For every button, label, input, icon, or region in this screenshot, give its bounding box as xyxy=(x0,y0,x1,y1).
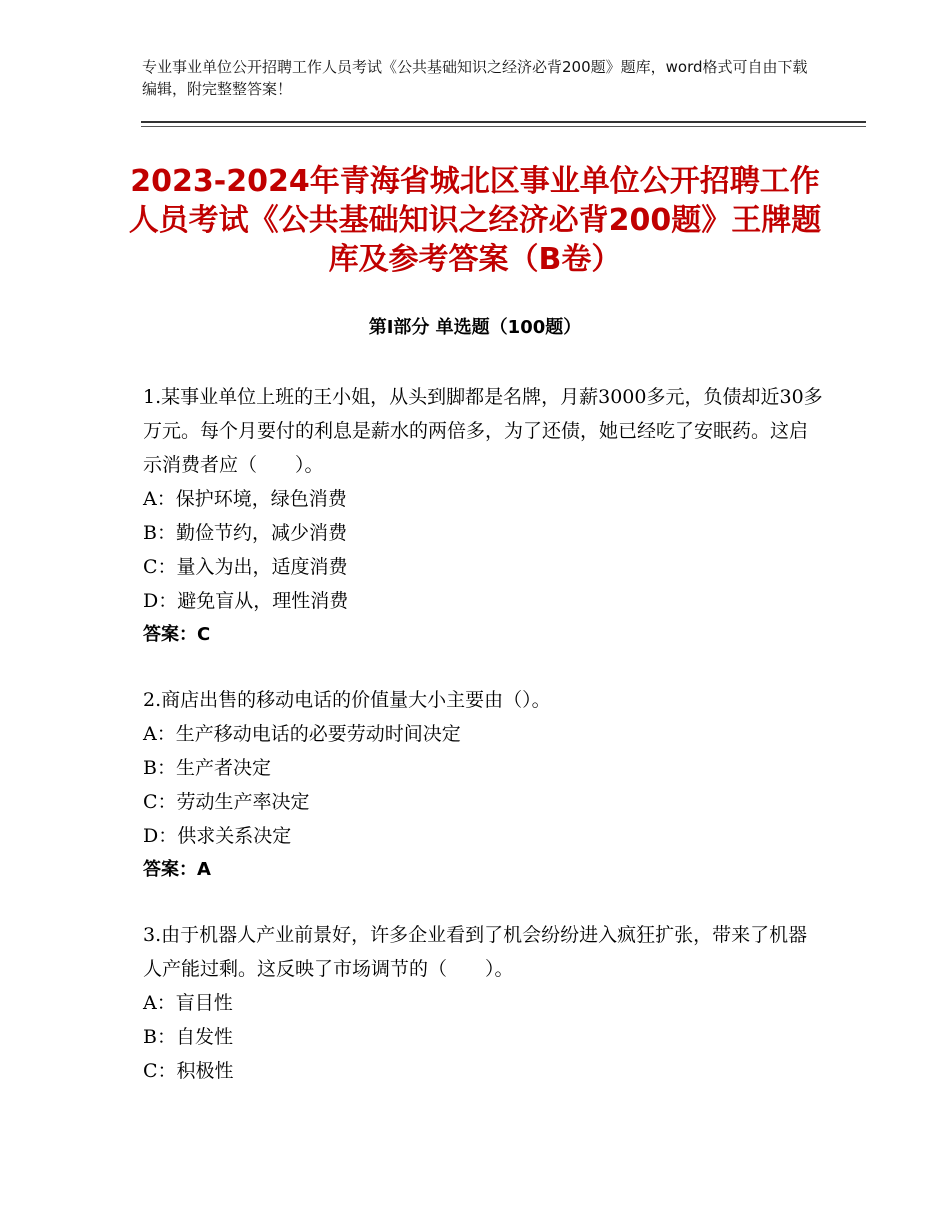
option-d: D：避免盲从，理性消费 xyxy=(143,590,349,612)
document-title: 2023-2024年青海省城北区事业单位公开招聘工作人员考试《公共基础知识之经济必背200题》王牌题库及参考答案（B卷） xyxy=(128,164,822,277)
option-c: C：量入为出，适度消费 xyxy=(143,556,348,578)
option-c: C：劳动生产率决定 xyxy=(143,791,310,813)
option-a: A：盲目性 xyxy=(143,992,233,1014)
header-rule-thick xyxy=(141,121,866,123)
question-stem: 2.商店出售的移动电话的价值量大小主要由（）。 xyxy=(143,689,551,711)
option-c: C：积极性 xyxy=(143,1060,234,1082)
header-note: 专业事业单位公开招聘工作人员考试《公共基础知识之经济必背200题》题库，word格式可自由下载编辑，附完整整答案！ xyxy=(142,58,808,98)
section-heading: 第Ⅰ部分 单选题（100题） xyxy=(368,317,582,338)
question-stem: 3.由于机器人产业前景好，许多企业看到了机会纷纷进入疯狂扩张，带来了机器人产能过剩。这反映了市场调节的（ ）。 xyxy=(143,924,808,980)
option-b: B：自发性 xyxy=(143,1026,233,1048)
question-3 xyxy=(143,918,823,1088)
question-1 xyxy=(143,380,823,652)
question-stem: 1.某事业单位上班的王小姐，从头到脚都是名牌，月薪3000多元，负债却近30多万元。每个月要付的利息是薪水的两倍多，为了还债，她已经吃了安眠药。这启示消费者应（ ）。 xyxy=(143,386,823,476)
header-rule-thin xyxy=(141,126,866,127)
option-d: D：供求关系决定 xyxy=(143,825,292,847)
question-list xyxy=(143,380,823,1119)
option-a: A：保护环境，绿色消费 xyxy=(143,488,347,510)
option-a: A：生产移动电话的必要劳动时间决定 xyxy=(143,723,461,745)
answer: 答案：C xyxy=(143,624,211,645)
option-b: B：生产者决定 xyxy=(143,757,271,779)
question-2 xyxy=(143,683,823,887)
option-b: B：勤俭节约，减少消费 xyxy=(143,522,347,544)
answer: 答案：A xyxy=(143,859,211,880)
